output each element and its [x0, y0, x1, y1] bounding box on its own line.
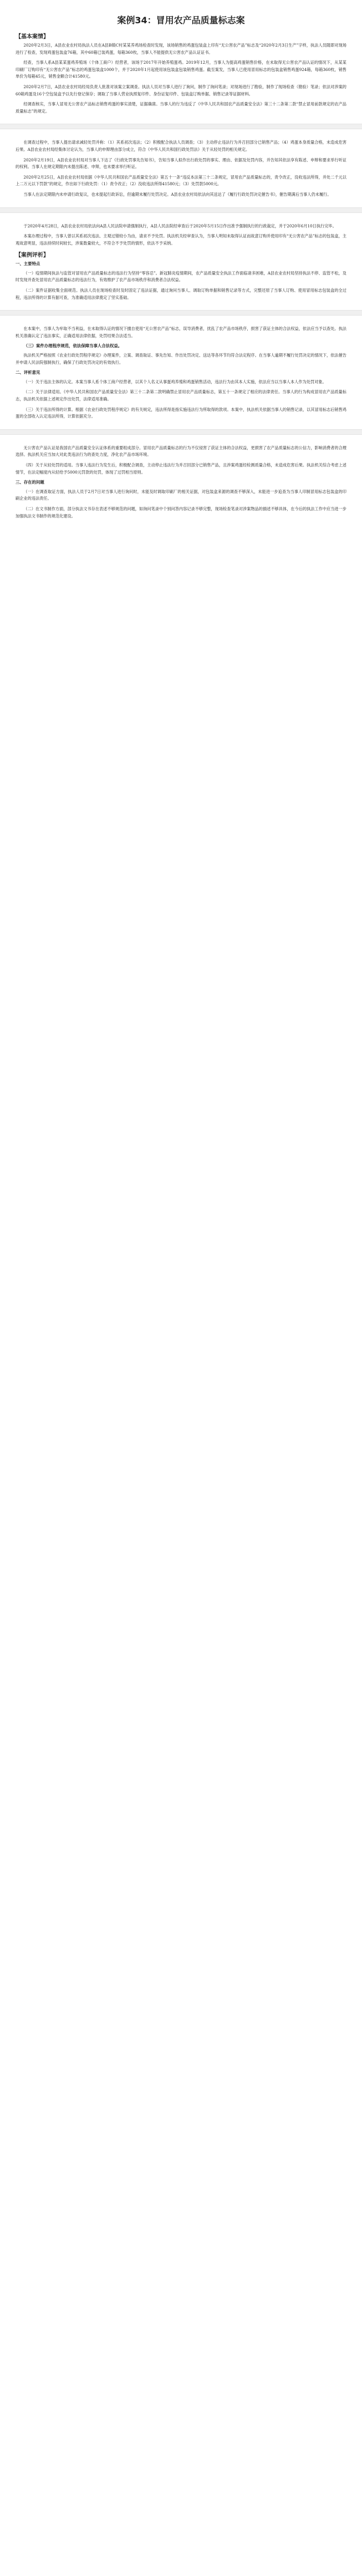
subheading-analysis: 二、评析意见 — [16, 370, 40, 375]
page-separator — [0, 310, 362, 316]
paragraph: （一）在调查取证方面，执法人员于2月7日对当事人进行询问时，未能及时调取印刷厂的相关证据，对包装盒来源的调查不够深入，未能进一步追查为当事人印制冒用标志包装盒的印刷企业的违法责任。 — [16, 489, 346, 501]
paragraph: 在本案中，当事人为牟取不当利益，在未取得认证的情况下擅自使用“无公害农产品”标志，误导消费者，扰乱了农产品市场秩序，损害了获证主体的合法权益，依法应当予以查处。执法机关准确认定了违法事实，正确适用法律依据，处罚结果合法适当。 — [16, 326, 346, 338]
paragraph: 2020年2月7日，A县农业农村局经局负责人批准对该案立案调查。执法人员对当事人进行了询问，制作了询问笔录；对现场进行了勘验，制作了现场检查（勘验）笔录；依法对涉案的60箱鸡蛋及16个空包装盒予以先行登记保存；调取了当事人营业执照复印件、身份证复印件、包装盒订购单据、销售记录等证据材料。 — [16, 84, 346, 96]
paragraph: （二）关于法律适用。《中华人民共和国农产品质量安全法》第三十二条第二款明确禁止冒用农产品质量标志，第五十一条规定了相应的法律责任。当事人的行为构成冒用农产品质量标志，执法机关依据上述规定作出处罚，法律适用准确。 — [16, 389, 346, 402]
paragraph: 经调查核实，当事人冒用无公害农产品标志销售鸡蛋的事实清楚，证据确凿。当事人的行为违反了《中华人民共和国农产品质量安全法》第三十二条第二款“禁止冒用前款规定的农产品质量标志”的规定。 — [16, 101, 346, 114]
paragraph: 2020年2月19日，A县农业农村局对当事人下达了《行政处罚事先告知书》，告知当事人拟作出行政处罚的事实、理由、依据及处罚内容，并告知其依法享有陈述、申辩和要求举行听证的权利。当事人在规定期限内未提出陈述、申辩，也未要求举行听证。 — [16, 157, 346, 170]
paragraph: 2020年2月3日，A县农业农村局执法人员在A县B镇C村某某养鸡场检查时发现，该场销售的鸡蛋包装盒上印有“无公害农产品”标志及“2020年2月3日生产”字样，执法人员随即对现场进行了检查，发现鸡蛋包装盒76箱，其中60箱已装鸡蛋，每箱360枚，当事人不能提供无公害农产品认证证书。 — [16, 43, 346, 55]
paragraph: （三）关于违法所得的计算。根据《农业行政处罚程序规定》的有关规定，违法所得是指实施违法行为所取得的款项。本案中，执法机关依据当事人的销售记录，以其冒用标志后销售鸡蛋的全部收入认定违法所得，计算依据充分。 — [16, 407, 346, 419]
paragraph: （一）关于违法主体的认定。本案当事人系个体工商户经营者，以其个人名义从事蛋鸡养殖和鸡蛋销售活动，违法行为由其本人实施，依法应当以当事人本人作为处罚对象。 — [23, 379, 327, 384]
paragraph: 本案办理过程中，当事人曾以其系初次违法、主观过错较小为由，请求不予处罚。执法机关经审查认为，当事人明知未取得认证而故意订购并使用印有“无公害农产品”标志的包装盒，主观故意明显，违法持续时间较长，涉案数量较大，不符合不予处罚的情形，依法不予采纳。 — [16, 233, 346, 246]
page-5 — [0, 435, 362, 529]
paragraph: （四）关于从轻处罚的适用。当事人违法行为发生后，积极配合调查，主动停止违法行为并召回部分已销售产品，且涉案鸡蛋经检测质量合格，未造成危害后果。执法机关综合考虑上述情节，在法定幅度内从轻给予5000元罚款的处罚，体现了过罚相当原则。 — [16, 462, 346, 475]
page-separator — [0, 124, 362, 129]
page-4 — [0, 316, 362, 429]
page-2 — [0, 129, 362, 207]
page-3 — [0, 213, 362, 311]
paragraph: （一）疫情期间执法与监管对冒用农产品质量标志的违法行为坚持“零容忍”。新冠肺炎疫情期间，农产品质量安全执法工作面临诸多困难，A县农业农村局坚持执法不停、监管不松，及时发现并查处冒用农产品质量标志的违法行为，有效维护了农产品市场秩序和消费者合法权益。 — [16, 270, 346, 283]
subheading-main-features: 一、主要特点 — [16, 261, 40, 267]
paragraph: 于2020年4月28日，A县农业农村局依法向A县人民法院申请强制执行，A县人民法院经审查后于2020年5月15日作出准予强制执行的行政裁定，并于2020年6月10日执行完毕。 — [23, 223, 336, 228]
page-1 — [0, 0, 362, 124]
paragraph: 在调查过程中，当事人提出请求减轻处罚并称：（1）其系初次违法；（2）积极配合执法人员调查；（3）主动停止违法行为并召回部分已销售产品；（4）鸡蛋本身质量合格，未造成危害后果。A县农业农村局经集体讨论认为，当事人的申辩理由部分成立，符合《中华人民共和国行政处罚法》关于从轻处罚的相关规定。 — [16, 140, 346, 152]
paragraph: 经查，当事人系A县某某蛋鸡养殖场（个体工商户）经营者，该场于2017年开始养殖蛋鸡。2019年12月，当事人为提高鸡蛋销售价格，在未取得无公害农产品认证的情况下，从某某印刷厂订购印有“无公害农产品”标志的鸡蛋包装盒1000个，并于2020年1月起使用该包装盒包装销售鸡蛋。截至案发，当事人已使用冒用标志的包装盒销售鸡蛋924箱，每箱360枚，销售单价为每箱45元，销售金额合计41580元。 — [16, 60, 346, 79]
paragraph: 2020年2月25日，A县农业农村局依据《中华人民共和国农产品质量安全法》第五十一条“违反本法第三十二条规定，冒用农产品质量标志的，责令改正，没收违法所得，并处二千元以上二万元以下罚款”的规定，作出如下行政处罚：（1）责令改正；（2）没收违法所得41580元；（3）处罚款5000元。 — [16, 174, 346, 187]
case-title: 案例34：冒用农产品质量标志案 — [117, 15, 245, 26]
paragraph: 执法机关严格按照《农业行政处罚程序规定》办理案件，立案、调查取证、事先告知、作出处罚决定、送达等各环节均符合法定程序。在当事人逾期不履行处罚决定的情况下，依法催告并申请人民法院强制执行，确保了行政处罚决定的有效执行。 — [16, 353, 346, 365]
page-separator — [0, 429, 362, 435]
subheading-procedure: （三）案件办理程序规范，依法保障当事人合法权益。 — [23, 343, 123, 349]
paragraph: （二）在文书制作方面，部分执法文书存在表述不够规范的问题，如询问笔录中个别问答内容记录不够完整，现场检查笔录对涉案物品的描述不够具体，在今后的执法工作中应当进一步加强执法文书制作的规范化建设。 — [16, 506, 346, 519]
paragraph: 无公害农产品认证是我国农产品质量安全认证体系的重要组成部分。冒用农产品质量标志的行为不仅侵害了获证主体的合法权益，更损害了农产品质量标志的公信力，影响消费者的合理选择。执法机关应当加大对此类违法行为的查处力度，净化农产品市场环境。 — [16, 445, 346, 458]
section-basic-facts-label: 【基本案情】 — [16, 34, 49, 40]
subheading-problems: 三、存在的问题 — [16, 480, 44, 485]
paragraph: 当事人在法定期限内未申请行政复议，也未提起行政诉讼，但逾期未履行处罚决定。A县农业农村局依法向其送达了《履行行政处罚决定催告书》，催告期满后当事人仍未履行。 — [23, 191, 332, 197]
page-separator — [0, 207, 362, 213]
section-comment-label: 【案例评析】 — [16, 252, 49, 259]
paragraph: （二）案件证据收集全面规范。执法人员在现场检查时及时固定了违法证据，通过询问当事人、调取订购单据和销售记录等方式，完整还原了当事人订购、使用冒用标志包装盒的全过程，违法所得的计算有据可查，为准确适用法律奠定了坚实基础。 — [16, 288, 346, 300]
